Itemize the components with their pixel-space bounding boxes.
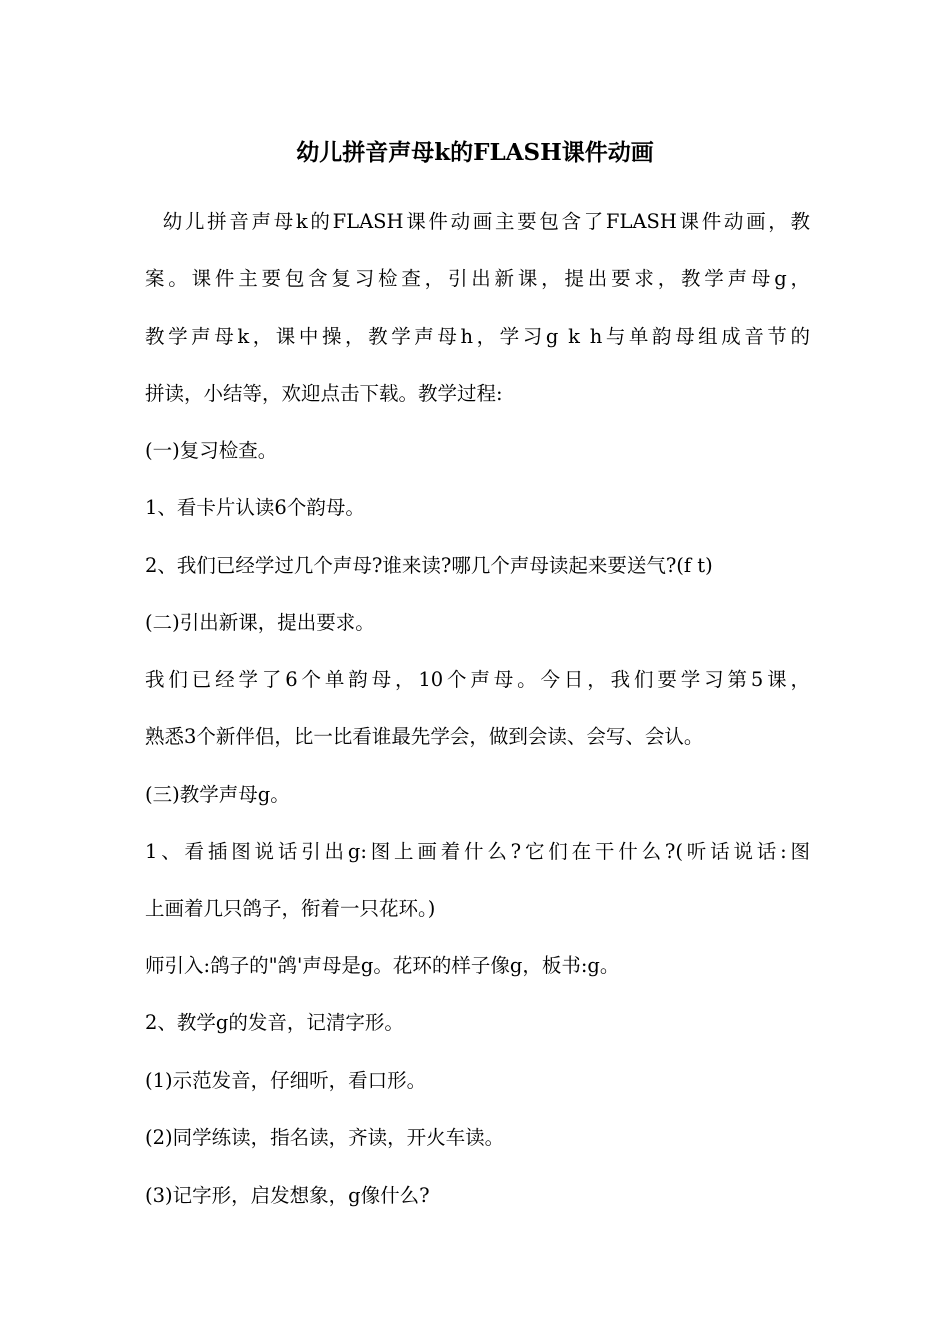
text-line: 熟悉3个新伴侣，比一比看谁最先学会，做到会读、会写、会认。 — [145, 725, 704, 749]
intro-line: 案。课件主要包含复习检查，引出新课，提出要求，教学声母g， — [145, 267, 810, 291]
text-line: 师引入:鸽子的"鸽'声母是g。花环的样子像g，板书:g。 — [145, 954, 620, 977]
intro-line: 拼读，小结等，欢迎点击下载。教学过程: — [145, 382, 503, 406]
text-line: (2)同学练读，指名读，齐读，开火车读。 — [145, 1126, 505, 1150]
intro-line: 幼儿拼音声母k的FLASH课件动画主要包含了FLASH课件动画，教 — [145, 210, 810, 233]
section-heading: (二)引出新课，提出要求。 — [145, 611, 375, 635]
intro-line: 教学声母k，课中操，教学声母h，学习g k h与单韵母组成音节的 — [145, 324, 810, 348]
text-line: (3)记字形，启发想象，g像什么? — [145, 1183, 430, 1207]
section-heading: (三)教学声母g。 — [145, 783, 290, 806]
intro-paragraph — [145, 193, 810, 423]
section-three — [145, 766, 810, 823]
text-line: 2、我们已经学过几个声母?谁来读?哪几个声母读起来要送气?(f t) — [145, 553, 713, 577]
text-line: (1)示范发音，仔细听，看口形。 — [145, 1068, 427, 1092]
text-line: 我们已经学了6个单韵母，10个声母。今日，我们要学习第5课， — [145, 668, 810, 691]
text-line: 2、教学g的发音，记清字形。 — [145, 1011, 404, 1035]
document-title: 幼儿拼音声母k的FLASH课件动画 — [296, 139, 654, 166]
section-list — [145, 422, 810, 652]
paragraph-two — [145, 651, 810, 766]
paragraph-three — [145, 823, 810, 938]
text-line: 1、看卡片认读6个韵母。 — [145, 496, 365, 520]
tail-list — [145, 937, 810, 1224]
section-heading: (一)复习检查。 — [145, 439, 278, 462]
text-line: 上画着几只鸽子，衔着一只花环。) — [145, 897, 436, 921]
text-line: 1、看插图说话引出g:图上画着什么?它们在干什么?(听话说话:图 — [145, 840, 810, 863]
